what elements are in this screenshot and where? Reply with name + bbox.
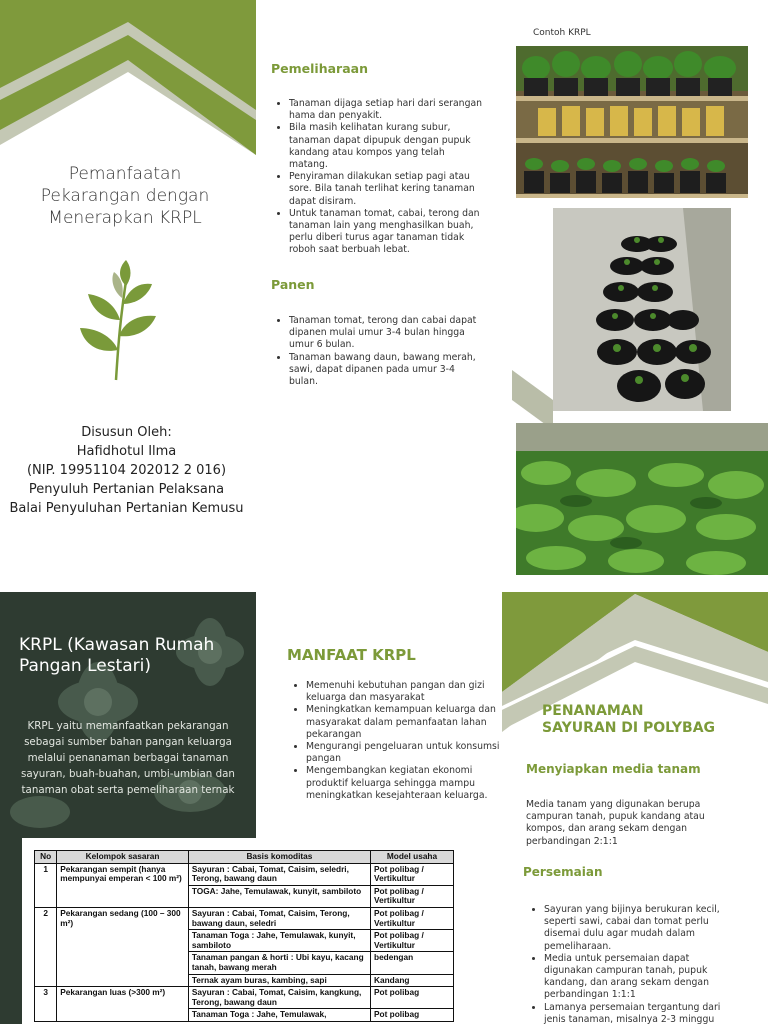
panen-list [271, 315, 484, 388]
media-tanam-heading: Menyiapkan media tanam [526, 762, 701, 776]
penanaman-heading: PENANAMAN SAYURAN DI POLYBAG [542, 703, 716, 736]
cover-panel [0, 0, 256, 592]
manfaat-heading: MANFAAT KRPL [287, 646, 416, 664]
table-cell: Pot polibag / Vertikultur [371, 863, 454, 885]
cover-chevron-decoration [0, 0, 256, 170]
photo-polybag-rows [553, 208, 731, 411]
photo-shelf-polybags [516, 46, 748, 198]
list-item: • Meningkatkan kemampuan keluarga dan masyarakat dalam pemanfaatan lahan pekarangan [306, 704, 502, 741]
table-cell: Pot polibag [371, 1009, 454, 1022]
list-item: • Tanaman bawang daun, bawang merah, sawi, dapat dipanen pada umur 3-4 bulan. [289, 352, 484, 389]
persemaian-heading: Persemaian [523, 865, 603, 879]
list-item: • Media untuk persemaian dapat digunakan campuran tanah, pupuk kandang, dan arang sekam dengan perbandingan 1:1:1 [544, 953, 739, 1002]
list-item: • Mengembangkan kegiatan ekonomi produktif keluarga sehingga mampu meningkatkan kesejahteraan keluarga. [306, 765, 502, 802]
pemeliharaan-heading: Pemeliharaan [271, 61, 368, 76]
table-cell: Sayuran : Cabai, Tomat, Caisim, seledri, Terong, bawang daun [188, 863, 370, 885]
manfaat-list [288, 680, 502, 802]
krpl-intro-body: KRPL yaitu memanfaatkan pekarangan sebagai sumber bahan pangan keluarga melalui penanaman berbagai tanaman sayuran, buah-buahan, umbi-umbian dan tanaman obat serta pemeliharaan ternak [21, 720, 235, 797]
list-item: • Tanaman tomat, terong dan cabai dapat dipanen mulai umur 3-4 bulan hingga umur 6 bulan. [289, 315, 484, 352]
table-cell: TOGA: Jahe, Temulawak, kunyit, sambiloto [188, 885, 370, 907]
krpl-intro-heading: KRPL (Kawasan Rumah Pangan Lestari) [19, 635, 215, 676]
side-chevron-decoration [512, 370, 553, 430]
persemaian-list [526, 904, 739, 1024]
panen-heading: Panen [271, 277, 315, 292]
table-cell: Pot polibag / Vertikultur [371, 907, 454, 929]
cover-author-block: Disusun Oleh: Hafidhotul Ilma (NIP. 19951104 202012 2 016) Penyuluh Pertanian Pelaksana Balai Penyuluhan Pertanian Kemusu [9, 425, 244, 516]
media-tanam-body: Media tanam yang digunakan berupa campuran tanah, pupuk kandang atau kompos, dan arang sekam dengan perbandingan 2:1:1 [526, 799, 705, 847]
table-cell: Tanaman Toga : Jahe, Temulawak, [188, 1009, 370, 1022]
table-cell: 2 [35, 907, 57, 986]
table-cell: Tanaman pangan & horti : Ubi kayu, kacang tanah, bawang merah [188, 952, 370, 974]
table-cell: Pot polibag [371, 987, 454, 1009]
list-item: • Untuk tanaman tomat, cabai, terong dan tanaman lain yang menghasilkan buah, perlu diberi turus agar tanaman tidak roboh saat berbuah lebat. [289, 208, 484, 257]
krpl-table-container [22, 838, 462, 1024]
table-row [35, 987, 454, 1009]
list-item: • Penyiraman dilakukan setiap pagi atau sore. Bila tanah terlihat kering tanaman dapat disiram. [289, 171, 484, 208]
leaf-plant-icon [78, 258, 160, 382]
table-cell: 3 [35, 987, 57, 1022]
pemeliharaan-panel [256, 0, 512, 592]
contoh-caption: Contoh KRPL [533, 28, 591, 38]
table-cell: bedengan [371, 952, 454, 974]
table-cell: Pekarangan sedang (100 – 300 m²) [57, 907, 189, 986]
column-header: Basis komoditas [188, 851, 370, 864]
table-row [35, 863, 454, 885]
table-row [35, 907, 454, 929]
pemeliharaan-list [271, 98, 484, 257]
table-cell: Pekarangan luas (>300 m²) [57, 987, 189, 1022]
table-cell: Pot polibag / Vertikultur [371, 930, 454, 952]
list-item: • Sayuran yang bijinya berukuran kecil, seperti sawi, cabai dan tomat perlu disemai dulu agar mudah dalam pemeliharaan. [544, 904, 739, 953]
table-cell: Tanaman Toga : Jahe, Temulawak, kunyit, sambiloto [188, 930, 370, 952]
list-item: • Memenuhi kebutuhan pangan dan gizi keluarga dan masyarakat [306, 680, 502, 704]
list-item: • Bila masih kelihatan kurang subur, tanaman dapat dipupuk dengan pupuk kandang atau kompos yang telah matang. [289, 122, 484, 171]
column-header: Model usaha [371, 851, 454, 864]
table-cell: Ternak ayam buras, kambing, sapi [188, 974, 370, 987]
column-header: Kelompok sasaran [57, 851, 189, 864]
list-item: • Tanaman dijaga setiap hari dari serangan hama dan penyakit. [289, 98, 484, 122]
photo-green-seedlings [516, 423, 768, 575]
table-cell: Pekarangan sempit (hanya mempunyai emperan < 100 m²) [57, 863, 189, 907]
table-cell: Sayuran : Cabai, Tomat, Caisim, Terong, bawang daun, seledri [188, 907, 370, 929]
penanaman-panel [502, 592, 768, 1024]
cover-title: Pemanfaatan Pekarangan dengan Menerapkan KRPL [40, 164, 210, 228]
manfaat-panel [256, 592, 502, 838]
column-header: No [35, 851, 57, 864]
krpl-table [34, 850, 454, 1022]
table-cell: 1 [35, 863, 57, 907]
list-item: • Lamanya persemaian tergantung dari jenis tanaman, misalnya 2-3 minggu [544, 1002, 739, 1024]
table-cell: Sayuran : Cabai, Tomat, Caisim, kangkung, Terong, bawang daun [188, 987, 370, 1009]
list-item: • Mengurangi pengeluaran untuk konsumsi pangan [306, 741, 502, 765]
contoh-krpl-panel [512, 0, 768, 592]
table-header-row [35, 851, 454, 864]
table-cell: Pot polibag / Vertikultur [371, 885, 454, 907]
table-cell: Kandang [371, 974, 454, 987]
